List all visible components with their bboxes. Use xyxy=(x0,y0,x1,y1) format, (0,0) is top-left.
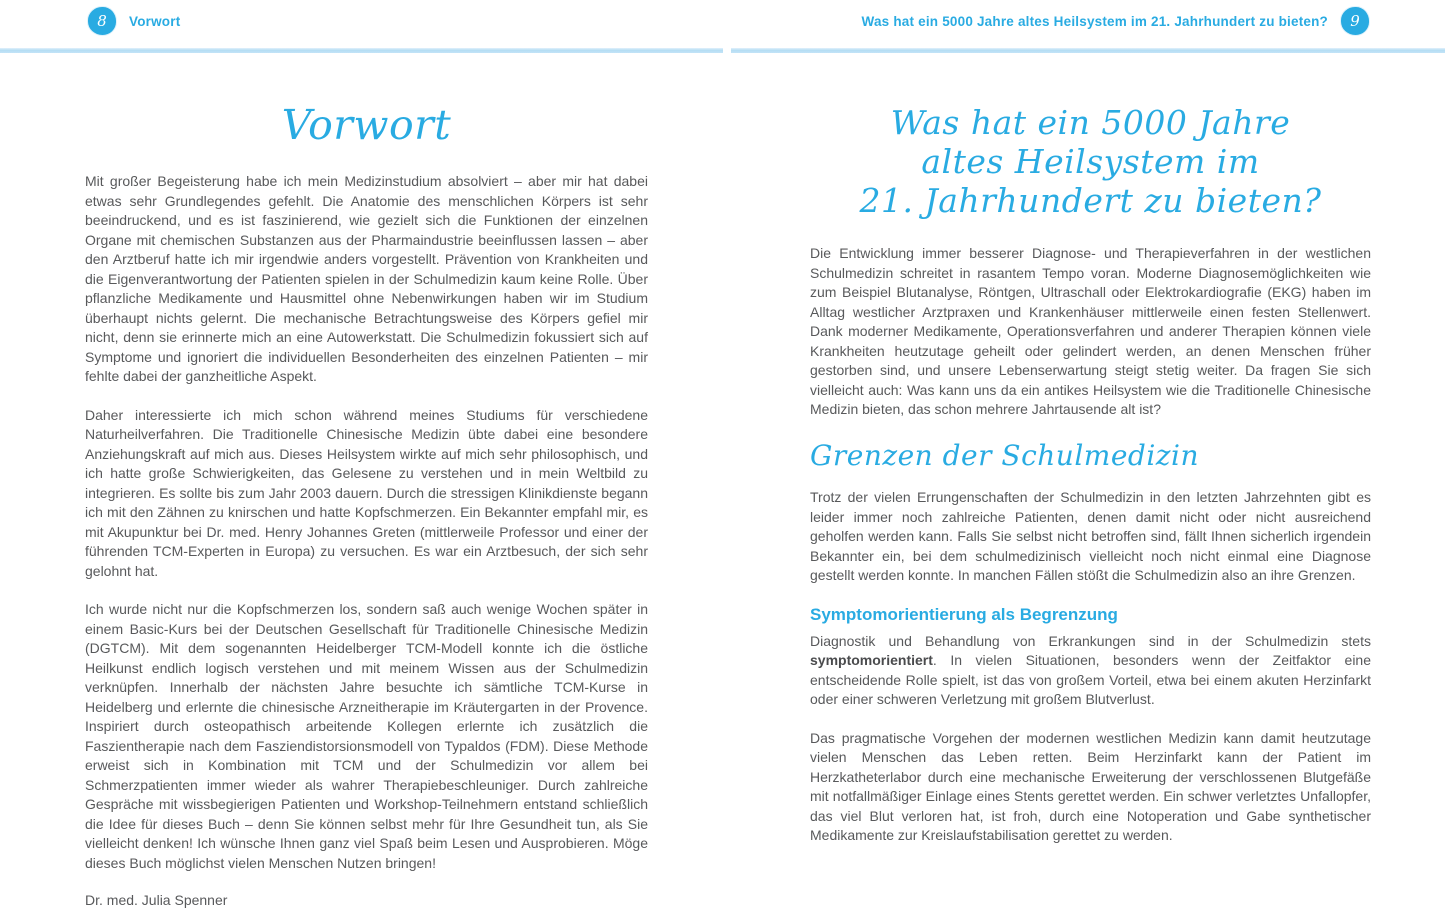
chapter-intro-paragraph: Die Entwicklung immer besserer Diagnose- und Therapieverfahren in der westlichen Schulmedizin schreitet in rasantem Tempo voran. Moderne Diagnosemöglichkeiten wie zum Beispiel Blutanalyse, Röntgen, Ultraschall oder Elektrokardiografie (EKG) haben im Alltag westlicher Arztpraxen und Krankenhäuser mittlerweile einen festen Stellenwert. Dank moderner Medikamente, Operationsverfahren und anderer Therapien können viele Krankheiten heutzutage geheilt oder gelindert werden, an denen Menschen früher gestorben sind, und unsere Lebenserwartung steigt stetig weiter. Da fragen Sie sich vielleicht auch: Was kann uns da ein antikes Heilsystem wie die Traditionelle Chinesische Medizin bieten, das schon mehrere Jahrtausende alt ist? xyxy=(810,245,1371,417)
top-rule-right-page xyxy=(731,48,1445,53)
chapter-title-line-2: altes Heilsystem im xyxy=(921,142,1260,181)
left-page-title: Vorwort xyxy=(281,101,452,149)
running-head-left xyxy=(88,7,180,35)
chapter-title xyxy=(810,103,1371,220)
chapter-title-line-1: Was hat ein 5000 Jahre xyxy=(890,103,1291,142)
page-number-right: 9 xyxy=(1350,12,1360,30)
page-number-badge-left xyxy=(88,7,116,35)
page-number-left: 8 xyxy=(97,12,107,30)
subsection-paragraph: Diagnostik und Behandlung von Erkrankungen sind in der Schulmedizin stets symptomorientiert. In vielen Situationen, besonders wenn der Zeitfaktor eine entscheidende Rolle spielt, ist das von großem Vorteil, etwa bei einem akuten Herzinfarkt oder einer schweren Verletzung mit großem Blutverlust. xyxy=(810,632,1371,708)
section-heading: Grenzen der Schulmedizin xyxy=(810,438,1200,472)
running-head-right xyxy=(862,7,1369,35)
left-page xyxy=(85,103,648,908)
running-head-right-title: Was hat ein 5000 Jahre altes Heilsystem im 21. Jahrhundert zu bieten? xyxy=(861,13,1328,29)
section-paragraph: Trotz der vielen Errungenschaften der Schulmedizin in den letzten Jahrzehnten gibt es leider immer noch zahlreiche Patienten, denen damit nicht oder nicht ausreichend geholfen werden kann. Falls Sie selbst nicht betroffen sind, fällt Ihnen sicherlich irgendein Bekannter ein, bei dem schulmedizinisch vielleicht noch nicht einmal eine Diagnose gestellt werden konnte. In manchen Fällen stößt die Schulmedizin also an ihre Grenzen. xyxy=(810,489,1371,584)
left-paragraph-3: Ich wurde nicht nur die Kopfschmerzen los, sondern saß auch wenige Wochen später in einem Basic-Kurs bei der Deutschen Gesellschaft für Traditionelle Chinesische Medizin (DGTCM). Mit dem sogenannten Heidelberger TCM-Modell konnte ich die östliche Heilkunst endlich logisch verstehen und mit meinem Wissen aus der Schulmedizin verknüpfen. Innerhalb der nächsten Jahre besuchte ich sämtliche TCM-Kurse in Heidelberg und erlernte die chinesische Arzneitherapie im Kräutergarten in der Provence. Inspiriert durch osteopathisch arbeitende Kollegen erlernte ich zusätzlich die Faszientherapie nach dem Fasziendistorsionsmodell von Typaldos (FDM). Diese Methode erweist sich in Kombination mit TCM und der Schulmedizin vor allem bei Schmerzpatienten immer wieder als wahrer Therapiebeschleuniger. Durch zahlreiche Gespräche mit wissbegierigen Patienten und Workshop-Teilnehmern entstand schließlich die Idee für dieses Buch – denn Sie können selbst mehr für Ihre Gesundheit tun, als Sie vielleicht denken! Ich wünsche Ihnen ganz viel Spaß beim Lesen und Ausprobieren. Möge dieses Buch möglichst vielen Menschen Nutzen bringen! xyxy=(85,601,648,871)
closing-paragraph: Das pragmatische Vorgehen der modernen westlichen Medizin kann damit heutzutage vielen Menschen das Leben retten. Beim Herzinfarkt kann der Patient im Herzkatheterlabor durch eine mechanische Erweiterung der verschlossenen Blutgefäße mit notfallmäßiger Einlage eines Stents gerettet werden. Ein schwer verletztes Unfallopfer, das viel Blut verloren hat, ist froh, durch eine Notoperation und Gabe synthetischer Medikamente zur Kreislaufstabilisation gerettet zu werden. xyxy=(810,729,1371,844)
left-paragraph-1: Mit großer Begeisterung habe ich mein Medizinstudium absolviert – aber mir hat dabei etwas sehr Grundlegendes gefehlt. Die Anatomie des menschlichen Körpers ist sehr beeindruckend, und es ist faszinierend, wie gezielt sich die Funktionen der einzelnen Organe mit chemischen Substanzen aus der Pharmaindustrie beeinflussen lassen – aber den Arztberuf hatte ich mir irgendwie anders vorgestellt. Prävention von Krankheiten und die Eigenverantwortung der Patienten spielen in der Schulmedizin kaum keine Rolle. Über pflanzliche Medikamente und Hausmittel ohne Nebenwirkungen haben wir im Studium überhaupt nichts gelernt. Die mechanische Betrachtungsweise des Körpers gefiel mir nicht, denn sie erinnerte mich an eine Autowerkstatt. Die Schulmedizin fokussiert sich auf Symptome und ignoriert die individuellen Besonderheiten des einzelnen Patienten – mir fehlte dabei der ganzheitliche Aspekt. xyxy=(85,173,648,385)
page-number-badge-right xyxy=(1341,7,1369,35)
running-head-left-title: Vorwort xyxy=(129,13,181,29)
top-rule-left-page xyxy=(0,48,723,53)
right-page xyxy=(810,103,1371,865)
subsection-heading: Symptomorientierung als Begrenzung xyxy=(810,604,1118,624)
left-paragraph-2: Daher interessierte ich mich schon während meines Studiums für verschiedene Naturheilverfahren. Die Traditionelle Chinesische Medizin übte dabei eine besondere Anziehungskraft auf mich aus. Dieses Heilsystem wirkte auf mich sehr philosophisch, und ich hatte große Schwierigkeiten, das Gelesene zu verstehen und in mein Weltbild zu integrieren. Es sollte bis zum Jahr 2003 dauern. Durch die stressigen Klinikdienste begann ich mit den Zähnen zu knirschen und hatte Kopfschmerzen. Ein Bekannter empfahl mir, es mit Akupunktur bei Dr. med. Henry Johannes Greten (mittlerweile Professor und einer der führenden TCM-Experten in Europa) zu versuchen. Es war ein Arztbesuch, der sich sehr gelohnt hat. xyxy=(85,406,648,579)
author-signature: Dr. med. Julia Spenner xyxy=(85,892,228,908)
chapter-title-line-3: 21. Jahrhundert zu bieten? xyxy=(859,181,1322,220)
